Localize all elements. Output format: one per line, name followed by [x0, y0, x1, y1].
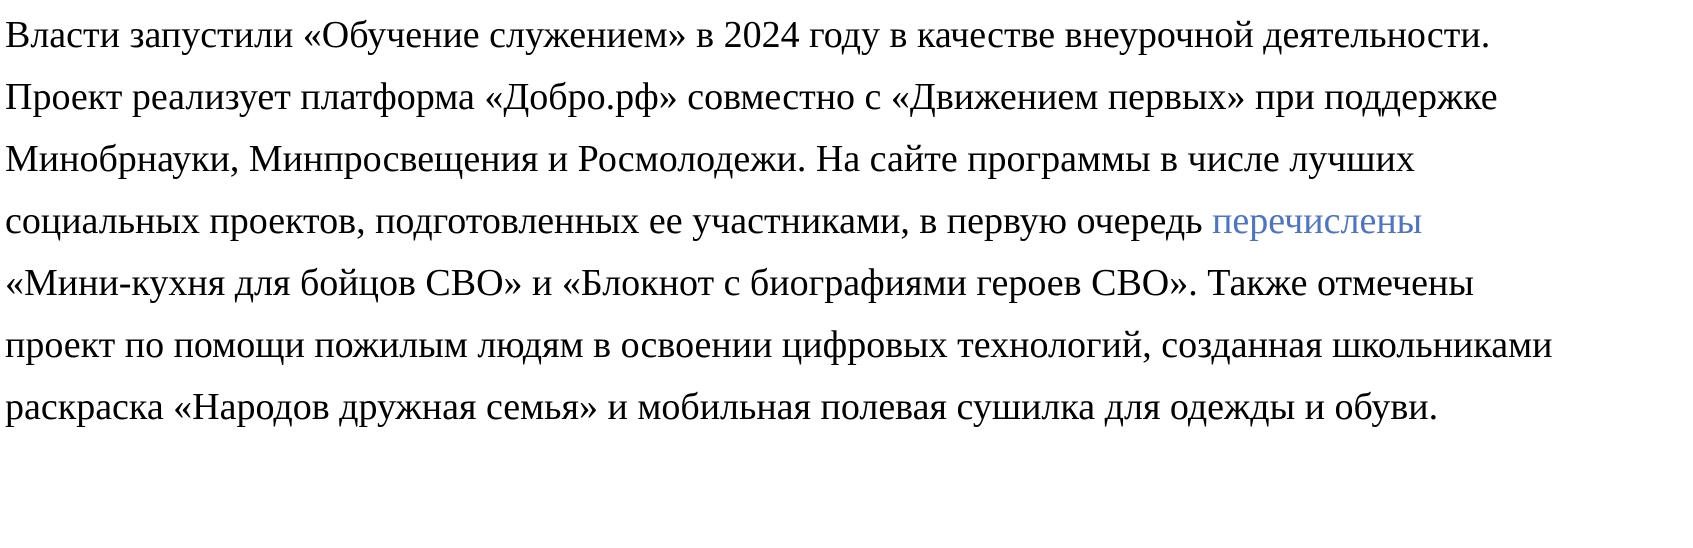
paragraph-text-before-link: Власти запустили «Обучение служением» в 2024 году в качестве внеурочной деятельности. Проект реализует платформа «Добро.рф» совместно с «Движением первых» при поддержке Минобрнауки, Минпросвещения и Росмолодежи. На сайте программы в числе лучших социальных проектов, подготовленных ее участниками, в первую очередь	[5, 14, 1498, 242]
inline-link-perechisleny[interactable]: перечислены	[1212, 200, 1423, 242]
article-paragraph	[5, 4, 1553, 438]
paragraph-text-after-link: «Мини-кухня для бойцов СВО» и «Блокнот с биографиями героев СВО». Также отмечены проект по помощи пожилым людям в освоении цифровых технологий, созданная школьниками раскраска «Народов дружная семья» и мобильная полевая сушилка для одежды и обуви.	[5, 262, 1553, 428]
